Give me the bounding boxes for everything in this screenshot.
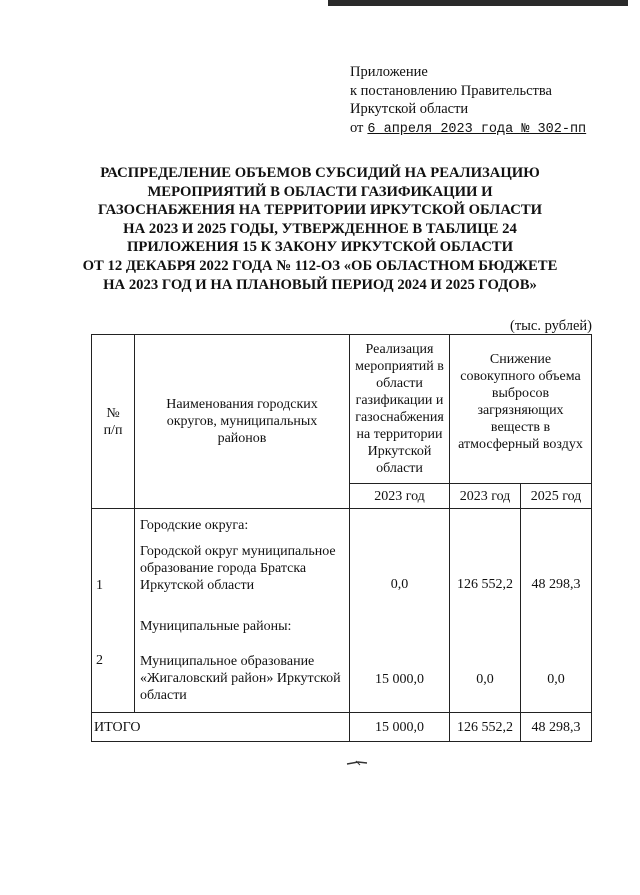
pen-mark (346, 760, 368, 766)
approval-line-3: Иркутской области (350, 101, 469, 117)
row-2-number: 2 (96, 653, 103, 668)
document-title (60, 164, 580, 294)
header-realization: Реализация мероприятий в области газификации и газоснабжения на территории Иркутской области (350, 335, 450, 484)
total-row (92, 713, 592, 742)
row-1-reduction-2023: 126 552,2 (457, 577, 513, 592)
row-2-reduction-2023: 0,0 (476, 672, 494, 687)
title-line-4: НА 2023 И 2025 ГОДЫ, УТВЕРЖДЕННОЕ В ТАБЛИЦЕ 24 (123, 220, 517, 237)
row-2-reduction-2025: 0,0 (547, 672, 565, 687)
row-names-cell (135, 509, 350, 713)
row-2-realization-2023: 15 000,0 (375, 672, 424, 687)
row-1-number: 1 (96, 578, 103, 593)
section-urban-districts: Городские округа: (140, 518, 249, 533)
realization-values-cell (350, 509, 450, 713)
section-municipal-districts: Муниципальные районы: (140, 619, 292, 634)
row-1-realization-2023: 0,0 (390, 577, 409, 592)
subsidy-table (91, 334, 592, 742)
row-1-reduction-2025: 48 298,3 (531, 577, 581, 592)
approval-block (350, 63, 586, 139)
reduction-2025-values-cell (521, 509, 592, 713)
approval-date-line (350, 119, 586, 140)
title-line-6: ОТ 12 ДЕКАБРЯ 2022 ГОДА № 112-ОЗ «ОБ ОБЛАСТНОМ БЮДЖЕТЕ (82, 257, 558, 274)
unit-label: (тыс. рублей) (510, 318, 592, 334)
total-reduction-2023: 126 552,2 (450, 713, 521, 742)
row-numbers-cell (92, 509, 135, 713)
approval-line-1: Приложение (350, 64, 428, 80)
year-reduction-2025: 2025 год (521, 484, 592, 509)
header-name: Наименования городских округов, муниципальных районов (135, 335, 350, 509)
scan-edge-bar (328, 0, 628, 6)
total-label: ИТОГО (92, 713, 350, 742)
approval-date-prefix: от (350, 119, 364, 136)
title-line-2: МЕРОПРИЯТИЙ В ОБЛАСТИ ГАЗИФИКАЦИИ И (147, 183, 493, 200)
header-reduction: Снижение совокупного объема выбросов загрязняющих веществ в атмосферный воздух (450, 335, 592, 484)
row-2-name: Муниципальное образование «Жигаловский район» Иркутской области (140, 654, 341, 703)
title-line-1: РАСПРЕДЕЛЕНИЕ ОБЪЕМОВ СУБСИДИЙ НА РЕАЛИЗАЦИЮ (100, 165, 540, 181)
table-header-row (92, 335, 592, 484)
title-line-3: ГАЗОСНАБЖЕНИЯ НА ТЕРРИТОРИИ ИРКУТСКОЙ ОБЛАСТИ (97, 202, 543, 219)
total-reduction-2025: 48 298,3 (521, 713, 592, 742)
approval-date-value: 6 апреля 2023 года № 302-пп (367, 121, 587, 137)
title-line-7: НА 2023 ГОД И НА ПЛАНОВЫЙ ПЕРИОД 2024 И 2025 ГОДОВ» (103, 276, 537, 293)
row-1-name: Городской округ муниципальное образование города Братска Иркутской области (140, 544, 336, 593)
reduction-2023-values-cell (450, 509, 521, 713)
approval-line-2: к постановлению Правительства (350, 82, 552, 99)
total-realization-2023: 15 000,0 (350, 713, 450, 742)
year-reduction-2023: 2023 год (450, 484, 521, 509)
title-line-5: ПРИЛОЖЕНИЯ 15 К ЗАКОНУ ИРКУТСКОЙ ОБЛАСТИ (126, 239, 514, 256)
year-realization-2023: 2023 год (350, 484, 450, 509)
table-row (92, 509, 592, 713)
header-number: № п/п (92, 335, 135, 509)
